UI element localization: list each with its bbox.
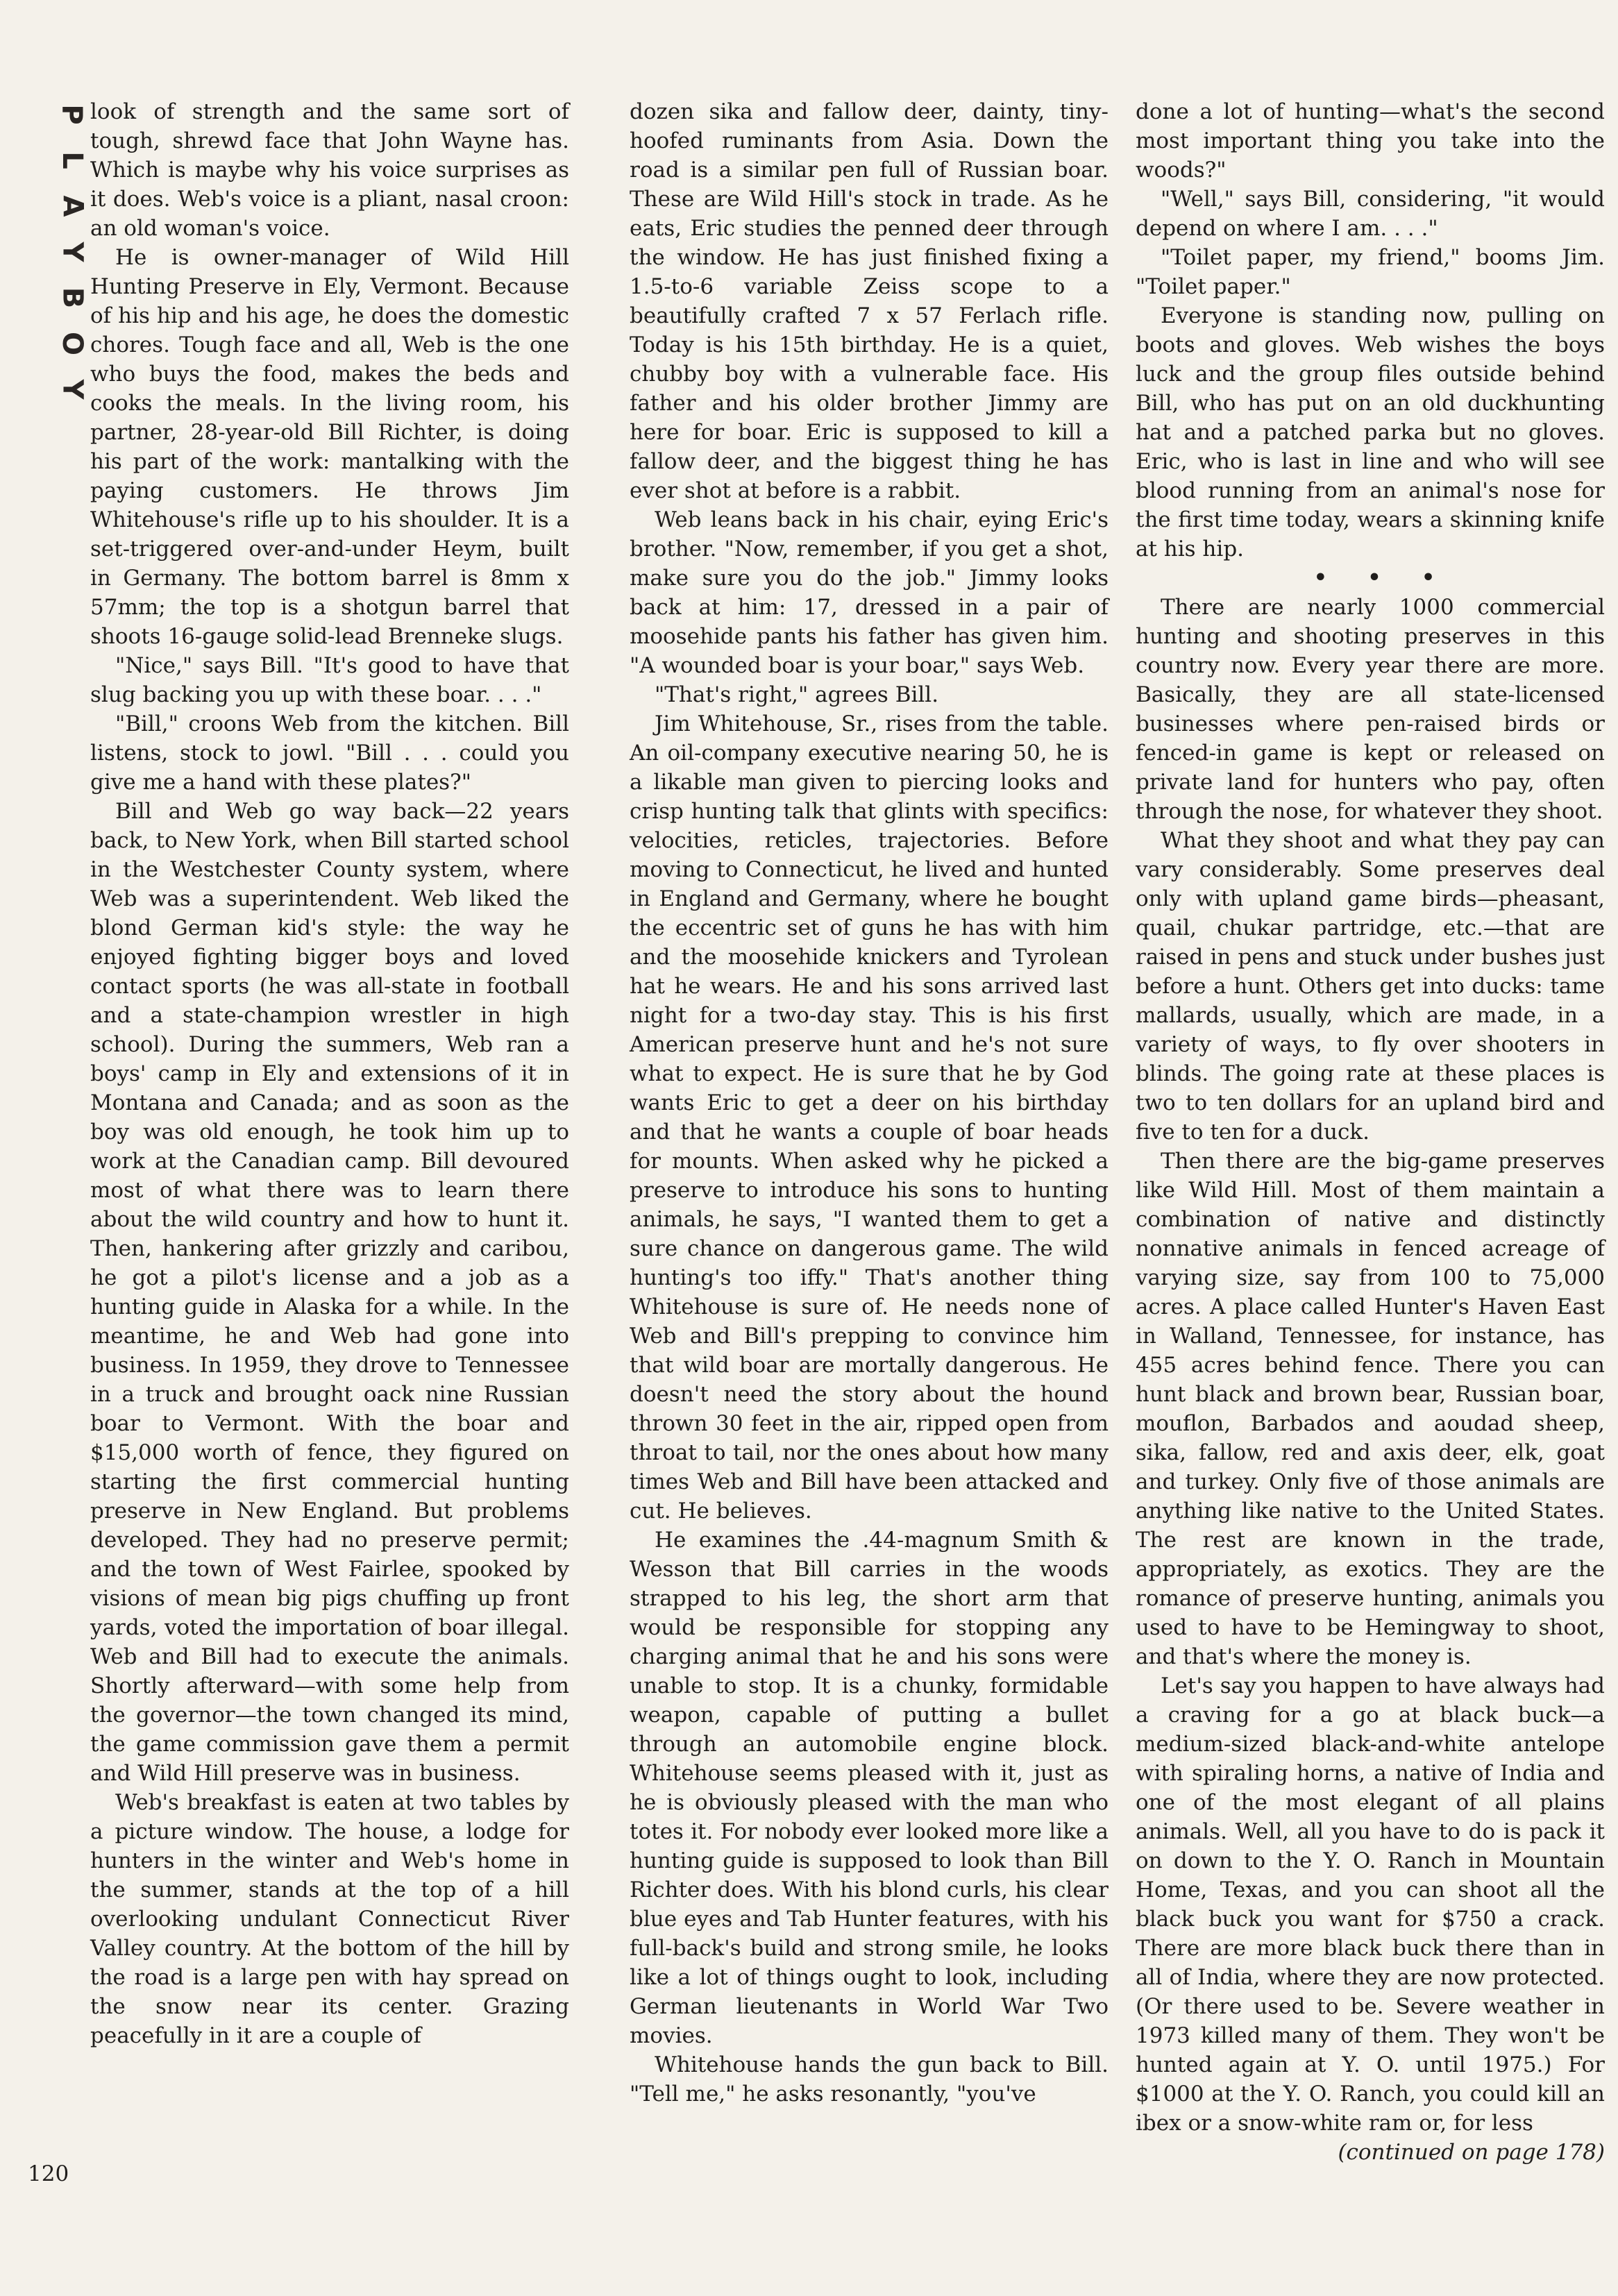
magazine-vertical-logo <box>58 92 86 412</box>
paragraph: look of strength and the same sort of tough, shrewd face that John Wayne has. Which is maybe why his voice surprises as it does. Web's voice is a pliant, nasal croon: an old woman's voice. <box>90 99 569 241</box>
paragraph: What they shoot and what they pay can vary considerably. Some preserves deal only with upland game birds—pheasant, quail, chukar partridge, etc.—that are raised in pens and stuck under bushes just before a hunt. Others get into ducks: tame mallards, usually, which are made, in a variety of ways, to fly over shooters in blinds. The going rate at these places is two to ten dollars for an upland bird and five to ten for a duck. <box>1136 828 1605 1145</box>
continued-note: (continued on page 178) <box>1338 2140 1605 2165</box>
paragraph: "Well," says Bill, considering, "it would depend on where I am. . . ." <box>1136 187 1605 241</box>
paragraph: done a lot of hunting—what's the second most important thing you take into the woods?" <box>1136 99 1605 183</box>
logo-letter: Y <box>56 379 88 400</box>
paragraph: Whitehouse hands the gun back to Bill. "Tell me," he asks resonantly, "you've <box>630 2052 1109 2107</box>
paragraph: Everyone is standing now, pulling on boots and gloves. Web wishes the boys luck and the group files outside behind Bill, who has put on an old duckhunting hat and a patched parka but no gloves. Eric, who is last in line and who will see blood running from an animal's nose for the first time today, wears a skinning knife at his hip. <box>1136 303 1605 562</box>
logo-letter: A <box>56 195 88 217</box>
paragraph: Web leans back in his chair, eying Eric's brother. "Now, remember, if you get a shot, make sure you do the job." Jimmy looks back at him: 17, dressed in a pair of moosehide pants his father has given him. "A wounded boar is your boar," says Web. <box>630 507 1109 678</box>
paragraph: Bill and Web go way back—22 years back, to New York, when Bill started school in the Westchester County system, where Web was a superintendent. Web liked the blond German kid's style: the way he enjoyed fighting bigger boys and loved contact sports (he was all-state in football and a state-champion wrestler in high school). During the summers, Web ran a boys' camp in Ely and extensions of it in Montana and Canada; and as soon as the boy was old enough, he took him up to work at the Canadian camp. Bill devoured most of what there was to learn there about the wild country and how to hunt it. Then, hankering after grizzly and caribou, he got a pilot's license and a job as a hunting guide in Alaska for a while. In the meantime, he and Web had gone into business. In 1959, they drove to Tennessee in a truck and brought oack nine Russian boar to Vermont. With the boar and $15,000 worth of fence, they figured on starting the first commercial hunting preserve in New England. But problems developed. They had no preserve permit; and the town of West Fairlee, spooked by visions of mean big pigs chuffing up front yards, voted the importation of boar illegal. Web and Bill had to execute the animals. Shortly afterward—with some help from the governor—the town changed its mind, the game commission gave them a permit and Wild Hill preserve was in business. <box>90 799 569 1786</box>
paragraph: He is owner-manager of Wild Hill Hunting Preserve in Ely, Vermont. Because of his hip and his age, he does the domestic chores. Tough face and all, Web is the one who buys the food, makes the beds and cooks the meals. In the living room, his partner, 28-year-old Bill Richter, is doing his part of the work: mantalking with the paying customers. He throws Jim Whitehouse's rifle up to his shoulder. It is a set-triggered over-and-under Heym, built in Germany. The bottom barrel is 8mm x 57mm; the top is a shotgun barrel that shoots 16-gauge solid-lead Brenneke slugs. <box>90 245 569 649</box>
article-column-2 <box>630 97 1109 2109</box>
paragraph: "Toilet paper, my friend," booms Jim. "Toilet paper." <box>1136 245 1605 299</box>
paragraph: There are nearly 1000 commercial hunting and shooting preserves in this country now. Every year there are more. Basically, they are all state-licensed businesses where pen-raised birds or fenced-in game is kept or released on private land for hunters who pay, often through the nose, for whatever they shoot. <box>1136 595 1605 824</box>
paragraph: Jim Whitehouse, Sr., rises from the table. An oil-company executive nearing 50, he is a likable man given to piercing looks and crisp hunting talk that glints with specifics: velocities, reticles, trajectories. Before moving to Connecticut, he lived and hunted in England and Germany, where he bought the eccentric set of guns he has with him and the moosehide knickers and Tyrolean hat he wears. He and his sons arrived last night for a two-day stay. This is his first American preserve hunt and he's not sure what to expect. He is sure that he by God wants Eric to get a deer on his birthday and that he wants a couple of boar heads for mounts. When asked why he picked a preserve to introduce his sons to hunting animals, he says, "I wanted them to get a sure chance on dangerous game. The wild hunting's too iffy." That's another thing Whitehouse is sure of. He needs none of Web and Bill's prepping to convince him that wild boar are mortally dangerous. He doesn't need the story about the hound thrown 30 feet in the air, ripped open from throat to tail, nor the ones about how many times Web and Bill have been attacked and cut. He believes. <box>630 711 1109 1523</box>
paragraph: Then there are the big-game preserves like Wild Hill. Most of them maintain a combination of native and distinctly nonnative animals in fenced acreage of varying size, say from 100 to 75,000 acres. A place called Hunter's Haven East in Walland, Tennessee, for instance, has 455 acres behind fence. There you can hunt black and brown bear, Russian boar, mouflon, Barbados and aoudad sheep, sika, fallow, red and axis deer, elk, goat and turkey. Only five of those animals are anything like native to the United States. The rest are known in the trade, appropriately, as exotics. They are the romance of preserve hunting, animals you used to have to be Hemingway to shoot, and that's where the money is. <box>1136 1149 1605 1669</box>
section-separator: • • • <box>1313 566 1452 590</box>
article-column-1 <box>90 97 569 2050</box>
logo-letter: L <box>56 151 88 169</box>
paragraph: "Bill," croons Web from the kitchen. Bill listens, stock to jowl. "Bill . . . could you give me a hand with these plates?" <box>90 711 569 795</box>
paragraph: "Nice," says Bill. "It's good to have that slug backing you up with these boar. . . ." <box>90 653 569 707</box>
paragraph: He examines the .44-magnum Smith & Wesson that Bill carries in the woods strapped to his leg, the short arm that would be responsible for stopping any charging animal that he and his sons were unable to stop. It is a chunky, formidable weapon, capable of putting a bullet through an automobile engine block. Whitehouse seems pleased with it, just as he is obviously pleased with the man who totes it. For nobody ever looked more like a hunting guide is supposed to look than Bill Richter does. With his blond curls, his clear blue eyes and Tab Hunter features, with his full-back's build and strong smile, he looks like a lot of things ought to look, including German lieutenants in World War Two movies. <box>630 1528 1109 2048</box>
logo-letter: Y <box>56 242 88 262</box>
article-column-3 <box>1136 97 1605 2167</box>
paragraph: dozen sika and fallow deer, dainty, tiny-hoofed ruminants from Asia. Down the road is a similar pen full of Russian boar. These are Wild Hill's stock in trade. As he eats, Eric studies the penned deer through the window. He has just finished fixing a 1.5-to-6 variable Zeiss scope to a beautifully crafted 7 x 57 Ferlach rifle. Today is his 15th birthday. He is a quiet, chubby boy with a vulnerable face. His father and his older brother Jimmy are here for boar. Eric is supposed to kill a fallow deer, and the biggest thing he has ever shot at before is a rabbit. <box>630 99 1109 503</box>
paragraph: Web's breakfast is eaten at two tables by a picture window. The house, a lodge for hunters in the winter and Web's home in the summer, stands at the top of a hill overlooking undulant Connecticut River Valley country. At the bottom of the hill by the road is a large pen with hay spread on the snow near its center. Grazing peacefully in it are a couple of <box>90 1790 569 2048</box>
logo-letter: B <box>56 287 88 309</box>
paragraph: "That's right," agrees Bill. <box>655 682 939 707</box>
paragraph: Let's say you happen to have always had a craving for a go at black buck—a medium-sized black-and-white antelope with spiraling horns, a native of India and one of the most elegant of all plains animals. Well, all you have to do is pack it on down to the Y. O. Ranch in Mountain Home, Texas, and you can shoot all the black buck you want for $750 a crack. There are more black buck there than in all of India, where they are now protected. (Or there used to be. Severe weather in 1973 killed many of them. They won't be hunted again at Y. O. until 1975.) For $1000 at the Y. O. Ranch, you could kill an ibex or a snow-white ram or, for less <box>1136 1673 1605 2136</box>
logo-letter: P <box>56 104 88 125</box>
page-number: 120 <box>28 2161 69 2186</box>
logo-letter: O <box>56 331 88 356</box>
